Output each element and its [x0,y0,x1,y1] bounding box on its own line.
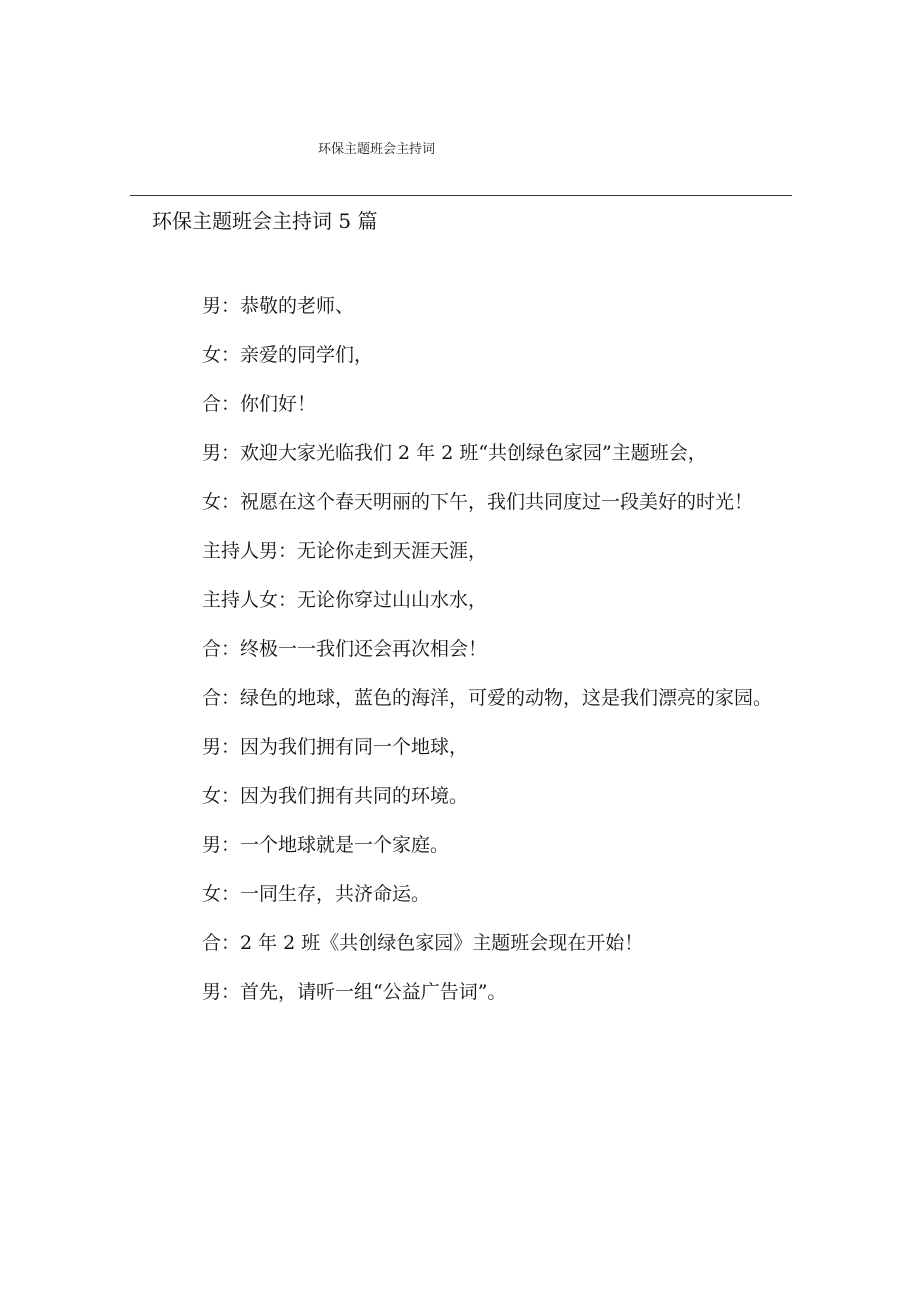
paragraph: 主持人女：无论你穿过山山水水， [202,589,488,611]
paragraph: 男：因为我们拥有同一个地球， [202,736,469,758]
paragraph: 女：因为我们拥有共同的环境。 [202,785,469,807]
paragraph: 男：欢迎大家光临我们 2 年 2 班“共创绿色家园”主题班会， [202,442,707,464]
paragraph: 男：恭敬的老师、 [202,295,355,317]
document-title: 环保主题班会主持词 5 篇 [152,209,378,233]
paragraph: 合：终极一一我们还会再次相会！ [202,638,488,660]
paragraph: 合：绿色的地球，蓝色的海洋，可爱的动物，这是我们漂亮的家园。 [202,687,773,709]
paragraph: 女：亲爱的同学们， [202,344,374,366]
paragraph: 主持人男：无论你走到天涯天涯， [202,540,488,562]
paragraph: 女：一同生存，共济命运。 [202,883,431,905]
paragraph: 女：祝愿在这个春天明丽的下午，我们共同度过一段美好的时光！ [202,491,754,513]
running-header: 环保主题班会主持词 [318,142,436,157]
document-body [131,291,791,1026]
paragraph: 男：首先，请听一组“公益广告词”。 [202,981,507,1003]
header-divider [130,195,792,196]
paragraph: 合：你们好！ [202,393,317,415]
paragraph: 男：一个地球就是一个家庭。 [202,834,450,856]
paragraph: 合：2 年 2 班《共创绿色家园》主题班会现在开始！ [202,932,644,954]
